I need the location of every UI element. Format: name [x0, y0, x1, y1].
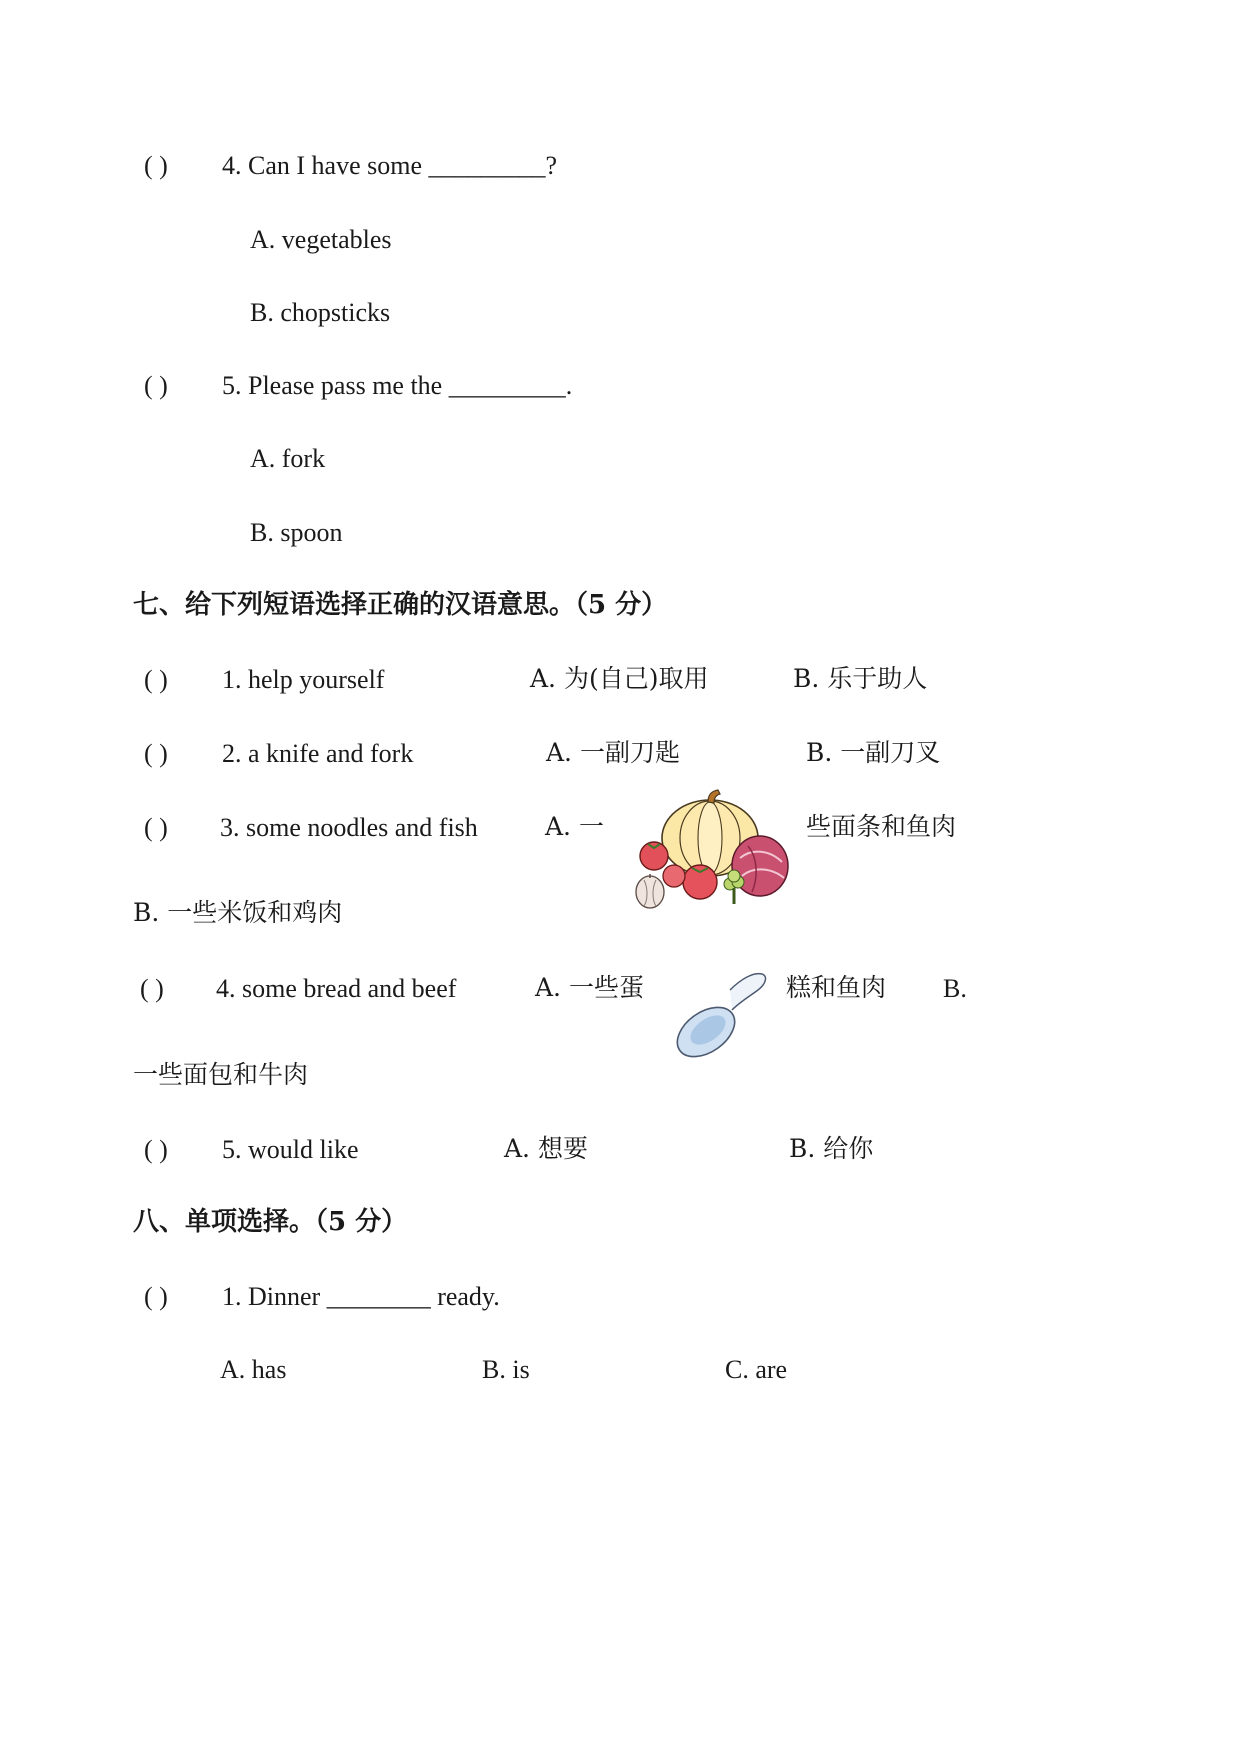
option-a-start: A. 一些蛋	[535, 973, 644, 1002]
option-a-end: 些面条和鱼肉	[806, 812, 957, 841]
question-stem: 4. some bread and beef	[216, 974, 457, 1003]
option-a: A. has	[220, 1355, 287, 1384]
option-b: B. 一副刀叉	[806, 738, 941, 767]
question-stem: 1. help yourself	[222, 665, 385, 694]
question-stem: 1. Dinner ________ ready.	[222, 1282, 500, 1311]
answer-paren[interactable]: ( )	[144, 371, 168, 400]
option-c: C. are	[725, 1355, 788, 1384]
answer-paren[interactable]: ( )	[144, 1282, 168, 1311]
answer-paren[interactable]: ( )	[144, 665, 168, 694]
answer-paren[interactable]: ( )	[144, 739, 168, 768]
answer-paren[interactable]: ( )	[144, 813, 168, 842]
spoon-image	[670, 968, 775, 1063]
option-b: B. chopsticks	[250, 298, 391, 327]
answer-paren[interactable]: ( )	[140, 974, 164, 1003]
option-b: B. 乐于助人	[793, 664, 928, 693]
question-stem: 5. Please pass me the _________.	[222, 371, 573, 400]
option-a: A. 想要	[504, 1134, 588, 1163]
option-b: 一些面包和牛肉	[133, 1060, 309, 1089]
option-a: A. fork	[250, 444, 326, 473]
section-heading: 七、给下列短语选择正确的汉语意思。（5 分）	[133, 590, 668, 620]
vegetables-image	[630, 788, 795, 913]
answer-paren[interactable]: ( )	[144, 1135, 168, 1164]
option-a: A. 为(自己)取用	[530, 664, 709, 693]
option-b: B. 一些米饭和鸡肉	[133, 898, 343, 927]
option-b: B. is	[482, 1355, 530, 1384]
option-a-start: A. 一	[545, 812, 604, 841]
option-b: B. 给你	[789, 1134, 874, 1163]
answer-paren[interactable]: ( )	[144, 151, 168, 180]
question-stem: 3. some noodles and fish	[220, 813, 478, 842]
option-b-label: B.	[943, 974, 967, 1003]
spoon-icon	[670, 974, 765, 1063]
option-a-end: 糕和鱼肉	[786, 973, 887, 1002]
option-b: B. spoon	[250, 518, 343, 547]
question-stem: 2. a knife and fork	[222, 739, 414, 768]
question-stem: 4. Can I have some _________?	[222, 151, 558, 180]
question-stem: 5. would like	[222, 1135, 359, 1164]
option-a: A. vegetables	[250, 225, 392, 254]
option-a: A. 一副刀匙	[546, 738, 680, 767]
onion-icon	[636, 874, 664, 908]
section-heading: 八、单项选择。（5 分）	[133, 1207, 408, 1237]
